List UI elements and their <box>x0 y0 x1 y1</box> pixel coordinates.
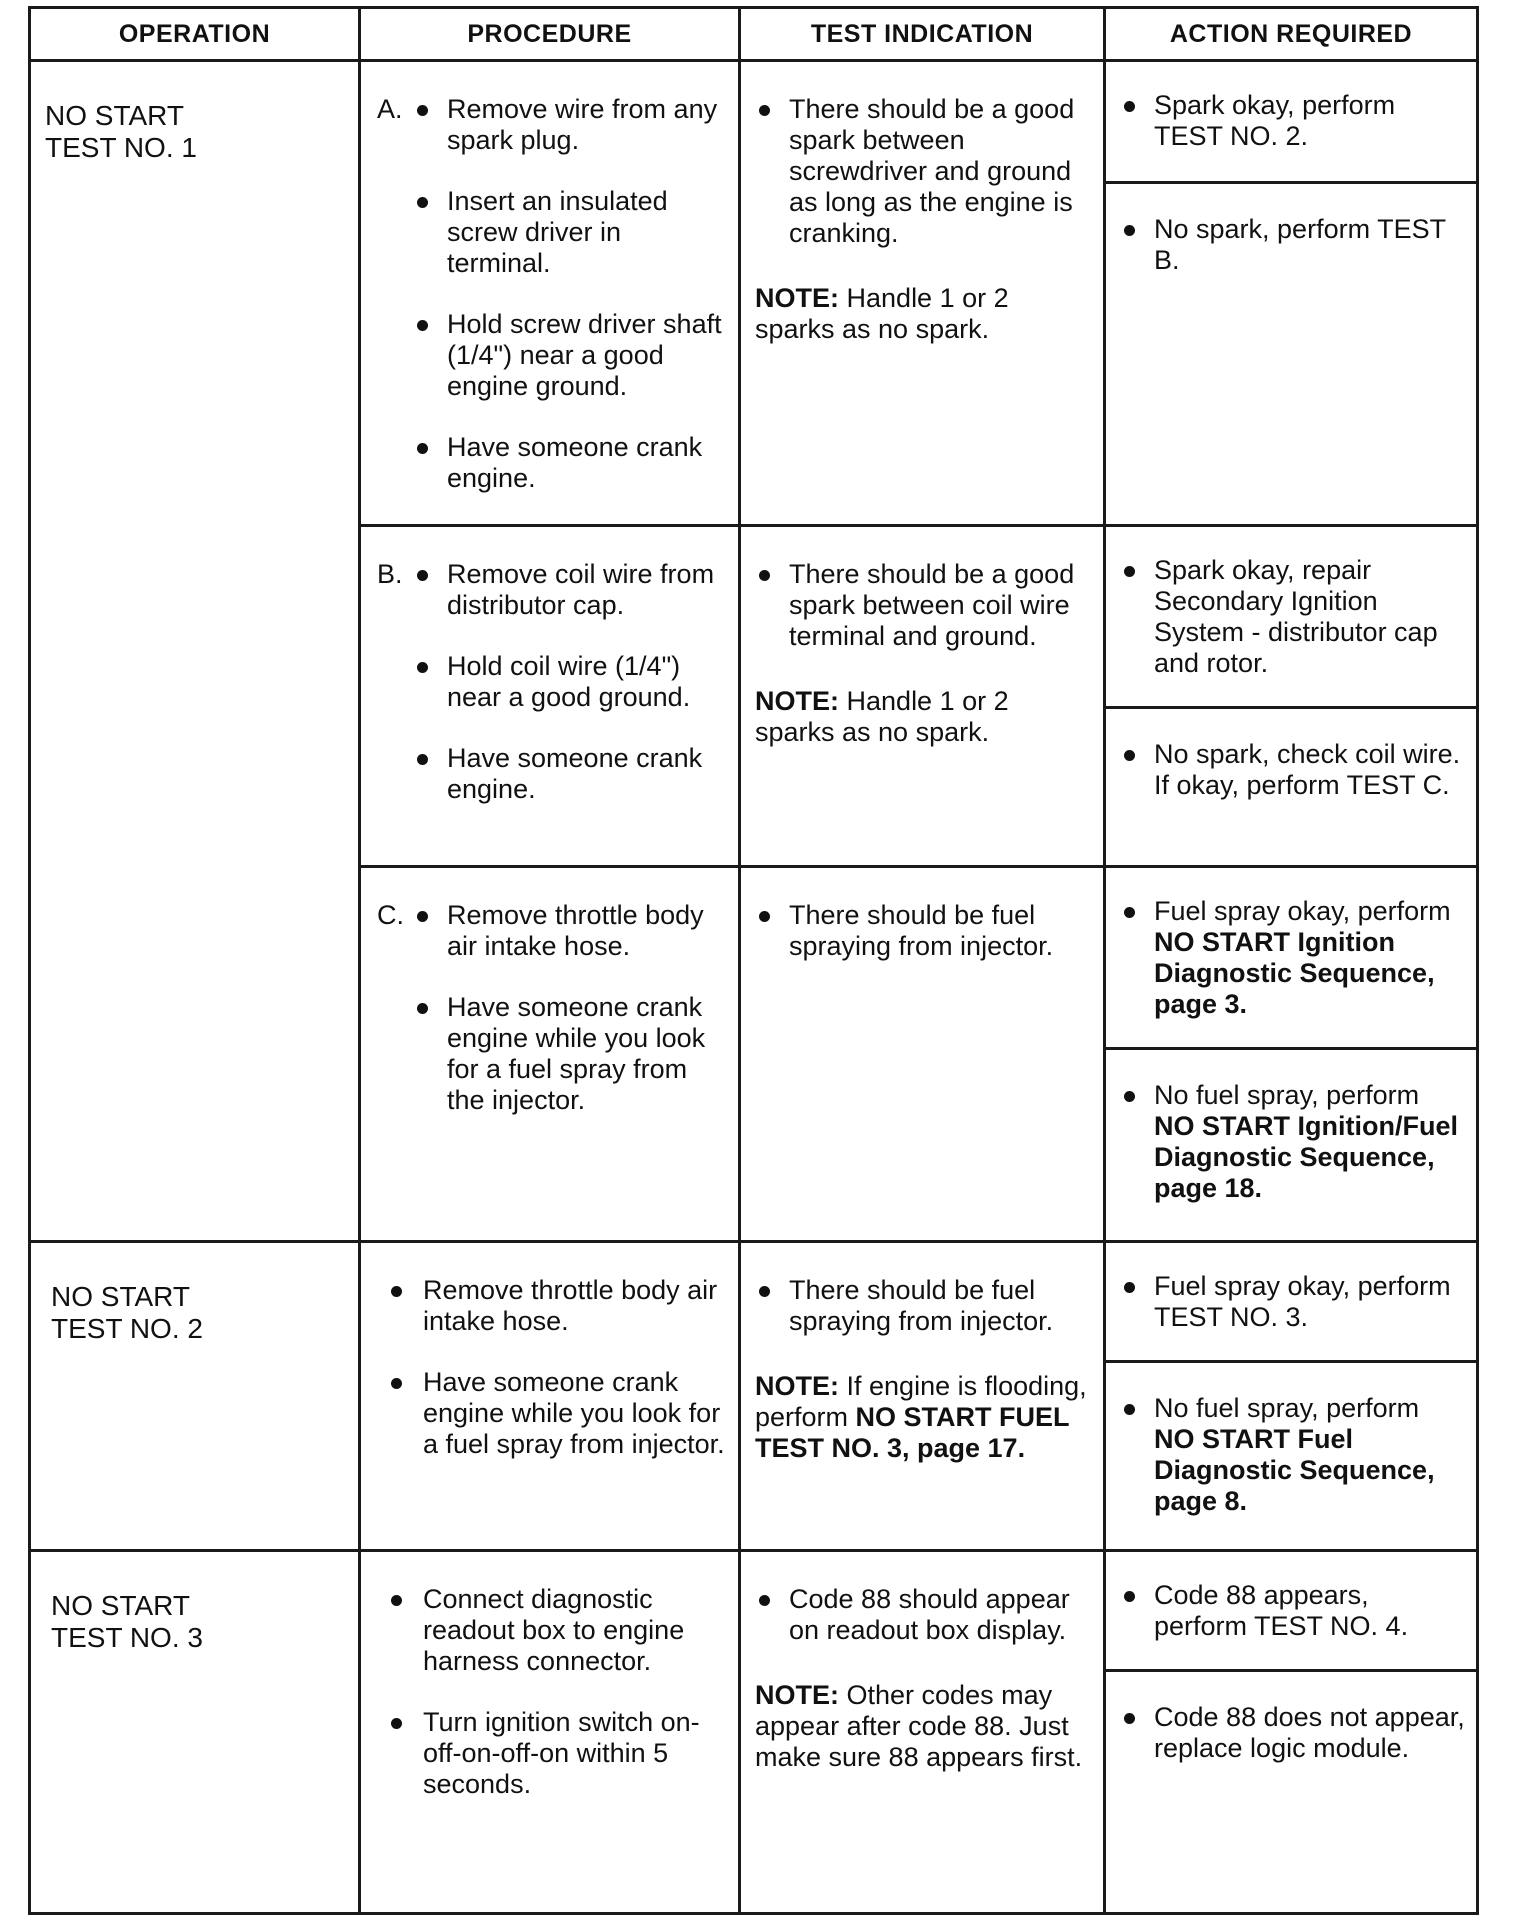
action-fail: No fuel spray, perform NO START Ignition/Fuel Diagnostic Sequence, page 18. <box>1106 1050 1476 1240</box>
action-ok: Code 88 appears, perform TEST NO. 4. <box>1106 1552 1476 1672</box>
indication-text: There should be fuel spraying from injector. <box>755 900 1091 962</box>
action-fail: No fuel spray, perform NO START Fuel Diagnostic Sequence, page 8. <box>1106 1363 1476 1549</box>
indication-text: There should be a good spark between screwdriver and ground as long as the engine is cranking. <box>755 94 1091 249</box>
diagnostic-table <box>28 6 1479 1915</box>
procedure-cell <box>360 1242 740 1551</box>
header-procedure: PROCEDURE <box>360 8 740 61</box>
operation-label: NO START TEST NO. 3 <box>51 1590 203 1653</box>
procedure-step: Have someone crank engine. <box>377 743 728 805</box>
indication-text: There should be a good spark between coil wire terminal and ground. <box>755 559 1091 652</box>
action-cell <box>1105 1551 1478 1914</box>
table-row <box>30 1242 1478 1551</box>
note-text: NOTE: If engine is flooding, perform NO START FUEL TEST NO. 3, page 17. <box>755 1371 1087 1463</box>
indication-cell <box>740 1242 1105 1551</box>
bullet-icon <box>759 1286 770 1297</box>
action-cell <box>1105 526 1478 867</box>
action-cell <box>1105 61 1478 526</box>
procedure-step: Turn ignition switch on-off-on-off-on within 5 seconds. <box>377 1707 728 1800</box>
bullet-icon <box>391 1718 402 1729</box>
action-ok: Fuel spray okay, perform TEST NO. 3. <box>1106 1243 1476 1363</box>
bullet-icon <box>759 570 770 581</box>
bullet-icon <box>417 105 428 116</box>
note-text: NOTE: Handle 1 or 2 sparks as no spark. <box>755 686 1009 747</box>
operation-label: NO START TEST NO. 1 <box>45 100 197 163</box>
operation-cell <box>30 1242 360 1551</box>
action-fail: Code 88 does not appear, replace logic module. <box>1106 1672 1476 1912</box>
note-text: NOTE: Handle 1 or 2 sparks as no spark. <box>755 283 1009 344</box>
bullet-icon <box>391 1378 402 1389</box>
bullet-icon <box>417 662 428 673</box>
bullet-icon <box>1124 225 1135 236</box>
bullet-icon <box>1124 1282 1135 1293</box>
procedure-step: B. Remove coil wire from distributor cap. <box>377 559 715 620</box>
table-row <box>30 1551 1478 1914</box>
indication-cell <box>740 867 1105 1242</box>
procedure-step: Connect diagnostic readout box to engine harness connector. <box>377 1584 728 1677</box>
procedure-step: Have someone crank engine while you look for a fuel spray from the injector. <box>377 992 728 1116</box>
procedure-cell <box>360 867 740 1242</box>
procedure-step: Insert an insulated screw driver in terminal. <box>377 186 728 279</box>
bullet-icon <box>1124 1404 1135 1415</box>
step-letter: C. <box>377 900 404 930</box>
procedure-step: Remove throttle body air intake hose. <box>377 1275 728 1337</box>
bullet-icon <box>417 911 428 922</box>
bullet-icon <box>417 320 428 331</box>
bullet-icon <box>1124 101 1135 112</box>
bullet-icon <box>391 1595 402 1606</box>
bullet-icon <box>417 443 428 454</box>
bullet-icon <box>391 1286 402 1297</box>
table-row <box>30 61 1478 526</box>
step-letter: B. <box>377 559 403 589</box>
procedure-step: Have someone crank engine while you look for a fuel spray from injector. <box>377 1367 728 1460</box>
action-cell <box>1105 867 1478 1242</box>
bullet-icon <box>417 754 428 765</box>
operation-label: NO START TEST NO. 2 <box>51 1281 203 1344</box>
action-fail: No spark, check coil wire. If okay, perform TEST C. <box>1106 709 1476 865</box>
procedure-cell <box>360 61 740 526</box>
bullet-icon <box>759 911 770 922</box>
bullet-icon <box>1124 1713 1135 1724</box>
procedure-step: Hold screw driver shaft (1/4") near a good engine ground. <box>377 309 728 402</box>
bullet-icon <box>1124 566 1135 577</box>
bullet-icon <box>759 105 770 116</box>
header-row <box>30 8 1478 61</box>
procedure-step: Hold coil wire (1/4") near a good ground. <box>377 651 728 713</box>
indication-cell <box>740 61 1105 526</box>
action-fail: No spark, perform TEST B. <box>1106 184 1476 524</box>
bullet-icon <box>1124 1591 1135 1602</box>
action-ok: Fuel spray okay, perform NO START Ignition Diagnostic Sequence, page 3. <box>1106 868 1476 1050</box>
bullet-icon <box>1124 907 1135 918</box>
procedure-step: Have someone crank engine. <box>377 432 728 494</box>
step-letter: A. <box>377 94 403 124</box>
header-test-indication: TEST INDICATION <box>740 8 1105 61</box>
action-cell <box>1105 1242 1478 1551</box>
bullet-icon <box>417 570 428 581</box>
bullet-icon <box>417 197 428 208</box>
header-operation: OPERATION <box>30 8 360 61</box>
operation-cell <box>30 1551 360 1914</box>
operation-cell <box>30 61 360 1242</box>
procedure-step: A. Remove wire from any spark plug. <box>377 94 718 155</box>
procedure-cell <box>360 526 740 867</box>
indication-text: There should be fuel spraying from injector. <box>755 1275 1091 1337</box>
action-ok: Spark okay, perform TEST NO. 2. <box>1106 62 1476 184</box>
bullet-icon <box>759 1595 770 1606</box>
header-action-required: ACTION REQUIRED <box>1105 8 1478 61</box>
bullet-icon <box>1124 1091 1135 1102</box>
procedure-cell <box>360 1551 740 1914</box>
action-ok: Spark okay, repair Secondary Ignition System - distributor cap and rotor. <box>1106 527 1476 709</box>
indication-cell <box>740 526 1105 867</box>
indication-text: Code 88 should appear on readout box display. <box>755 1584 1091 1646</box>
indication-cell <box>740 1551 1105 1914</box>
bullet-icon <box>417 1003 428 1014</box>
procedure-step: C. Remove throttle body air intake hose. <box>377 900 704 961</box>
bullet-icon <box>1124 750 1135 761</box>
note-text: NOTE: Other codes may appear after code 88. Just make sure 88 appears first. <box>755 1680 1083 1772</box>
